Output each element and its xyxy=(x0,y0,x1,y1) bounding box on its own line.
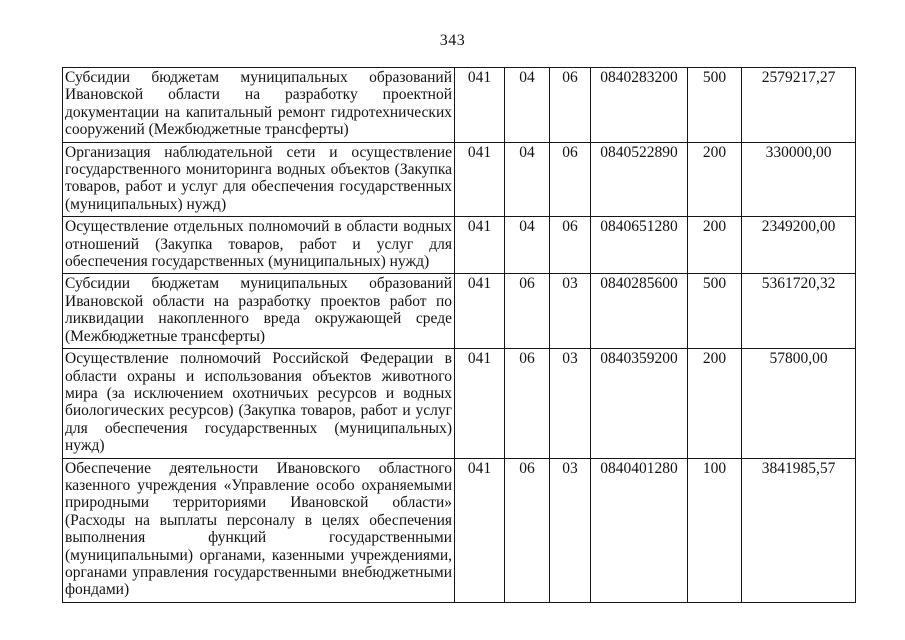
table-row xyxy=(63,458,856,602)
grbs-code-cell: 041 xyxy=(455,142,505,217)
target-article-cell: 0840285600 xyxy=(591,274,688,349)
description-cell: Субсидии бюджетам муниципальных образований Ивановской области на разработку проектной документации на капитальный ремонт гидротехнических сооружений (Межбюджетные трансферты) xyxy=(63,68,455,143)
section-code-cell: 06 xyxy=(505,349,550,458)
table-row xyxy=(63,217,856,274)
target-article-cell: 0840522890 xyxy=(591,142,688,217)
target-article-cell: 0840401280 xyxy=(591,458,688,602)
description-cell: Субсидии бюджетам муниципальных образований Ивановской области на разработку проектов работ по ликвидации накопленного вреда окружающей среде (Межбюджетные трансферты) xyxy=(63,274,455,349)
target-article-cell: 0840359200 xyxy=(591,349,688,458)
table-row xyxy=(63,142,856,217)
grbs-code-cell: 041 xyxy=(455,458,505,602)
grbs-code-cell: 041 xyxy=(455,217,505,274)
section-code-cell: 04 xyxy=(505,68,550,143)
section-code-cell: 04 xyxy=(505,142,550,217)
expense-type-cell: 200 xyxy=(688,349,742,458)
table-row xyxy=(63,68,856,143)
page-number: 343 xyxy=(439,32,466,49)
subsection-code-cell: 06 xyxy=(550,68,591,143)
expense-type-cell: 200 xyxy=(688,142,742,217)
description-cell: Организация наблюдательной сети и осуществление государственного мониторинга водных объектов (Закупка товаров, работ и услуг для обеспечения государственных (муниципальных) нужд) xyxy=(63,142,455,217)
section-code-cell: 06 xyxy=(505,274,550,349)
amount-cell: 330000,00 xyxy=(742,142,856,217)
target-article-cell: 0840283200 xyxy=(591,68,688,143)
subsection-code-cell: 06 xyxy=(550,217,591,274)
grbs-code-cell: 041 xyxy=(455,349,505,458)
target-article-cell: 0840651280 xyxy=(591,217,688,274)
amount-cell: 57800,00 xyxy=(742,349,856,458)
amount-cell: 2579217,27 xyxy=(742,68,856,143)
grbs-code-cell: 041 xyxy=(455,274,505,349)
expense-type-cell: 200 xyxy=(688,217,742,274)
expense-type-cell: 500 xyxy=(688,274,742,349)
amount-cell: 5361720,32 xyxy=(742,274,856,349)
description-cell: Осуществление полномочий Российской Федерации в области охраны и использования объектов животного мира (за исключением охотничьих ресурсов и водных биологических ресурсов) (Закупка товаров, работ и услуг для обеспечения государственных (муниципальных) нужд) xyxy=(63,349,455,458)
description-cell: Осуществление отдельных полномочий в области водных отношений (Закупка товаров, работ и услуг для обеспечения государственных (муниципальных) нужд) xyxy=(63,217,455,274)
subsection-code-cell: 03 xyxy=(550,458,591,602)
budget-expenditure-table xyxy=(62,67,856,603)
subsection-code-cell: 06 xyxy=(550,142,591,217)
section-code-cell: 04 xyxy=(505,217,550,274)
table-row xyxy=(63,349,856,458)
amount-cell: 3841985,57 xyxy=(742,458,856,602)
description-cell: Обеспечение деятельности Ивановского областного казенного учреждения «Управление особо охраняемыми природными территориями Ивановской области» (Расходы на выплаты персоналу в целях обеспечения выполнения функций государственными (муниципальными) органами, казенными учреждениями, органами управления государственными внебюджетными фондами) xyxy=(63,458,455,602)
grbs-code-cell: 041 xyxy=(455,68,505,143)
amount-cell: 2349200,00 xyxy=(742,217,856,274)
expense-type-cell: 100 xyxy=(688,458,742,602)
expense-type-cell: 500 xyxy=(688,68,742,143)
section-code-cell: 06 xyxy=(505,458,550,602)
subsection-code-cell: 03 xyxy=(550,349,591,458)
table-row xyxy=(63,274,856,349)
subsection-code-cell: 03 xyxy=(550,274,591,349)
